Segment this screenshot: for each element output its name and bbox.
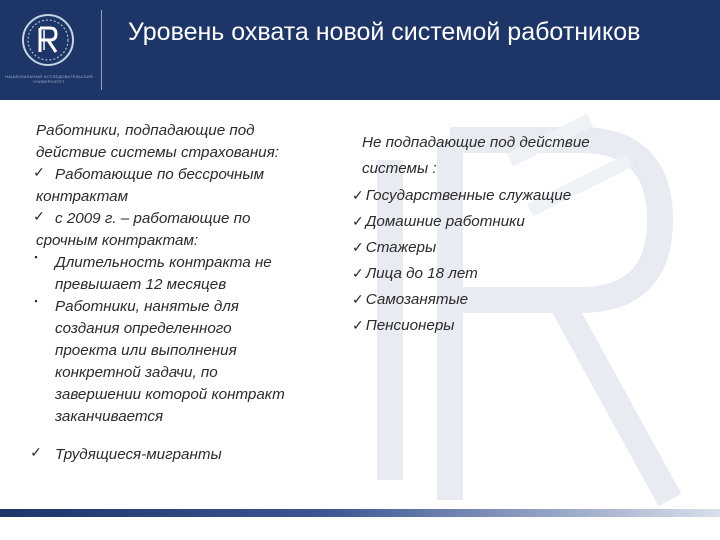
slide-title: Уровень охвата новой системой работников (128, 18, 641, 46)
list-item-line: Длительность контракта не (55, 254, 272, 271)
list-item (352, 260, 478, 286)
list-item-line: проекта или выполнения (55, 342, 237, 359)
left-intro-line: Работники, подпадающие под (36, 122, 255, 139)
square-bullet-icon: ▪ (34, 252, 38, 262)
list-item (352, 286, 468, 312)
list-item-label: Пенсионеры (365, 317, 455, 334)
right-intro-line: Не подпадающие под действие (362, 134, 590, 151)
check-icon: ✓ (352, 213, 364, 229)
square-bullet-icon: ▪ (34, 296, 38, 306)
list-item-label: Стажеры (365, 239, 437, 256)
list-item-line: Работники, нанятые для (55, 298, 239, 315)
logo-caption: НАЦИОНАЛЬНЫЙ ИССЛЕДОВАТЕЛЬСКИЙ УНИВЕРСИТЕТ (5, 74, 93, 84)
list-item-line: срочным контрактам: (36, 232, 199, 249)
left-intro-line: действие системы страхования: (36, 144, 279, 161)
header-bar (0, 0, 720, 100)
check-icon: ✓ (352, 317, 364, 333)
list-item-label: Домашние работники (365, 213, 525, 230)
list-item-line: с 2009 г. – работающие по (55, 210, 251, 227)
list-item-line: контрактам (36, 188, 129, 205)
check-icon: ✓ (33, 164, 45, 180)
list-item (352, 312, 454, 338)
check-icon: ✓ (352, 239, 364, 255)
list-item-label: Лица до 18 лет (365, 265, 478, 282)
list-item-line: Работающие по бессрочным (55, 166, 264, 183)
list-item-line: Трудящиеся-мигранты (55, 446, 222, 463)
list-item-label: Самозанятые (365, 291, 469, 308)
right-intro-line: системы : (362, 160, 437, 177)
list-item-line: превышает 12 месяцев (55, 276, 227, 293)
footer-bar (0, 509, 720, 517)
check-icon: ✓ (352, 187, 364, 203)
header-divider (101, 10, 102, 90)
university-logo-icon (20, 10, 76, 72)
list-item-line: создания определенного (55, 320, 232, 337)
list-item-line: заканчивается (55, 408, 164, 425)
list-item (352, 182, 571, 208)
check-icon: ✓ (33, 208, 45, 224)
check-icon: ✓ (352, 265, 364, 281)
list-item (352, 208, 525, 234)
list-item-line: конкретной задачи, по (55, 364, 218, 381)
check-icon: ✓ (30, 444, 42, 460)
list-item (352, 234, 436, 260)
list-item-line: завершении которой контракт (55, 386, 285, 403)
list-item-label: Государственные служащие (365, 187, 572, 204)
check-icon: ✓ (352, 291, 364, 307)
